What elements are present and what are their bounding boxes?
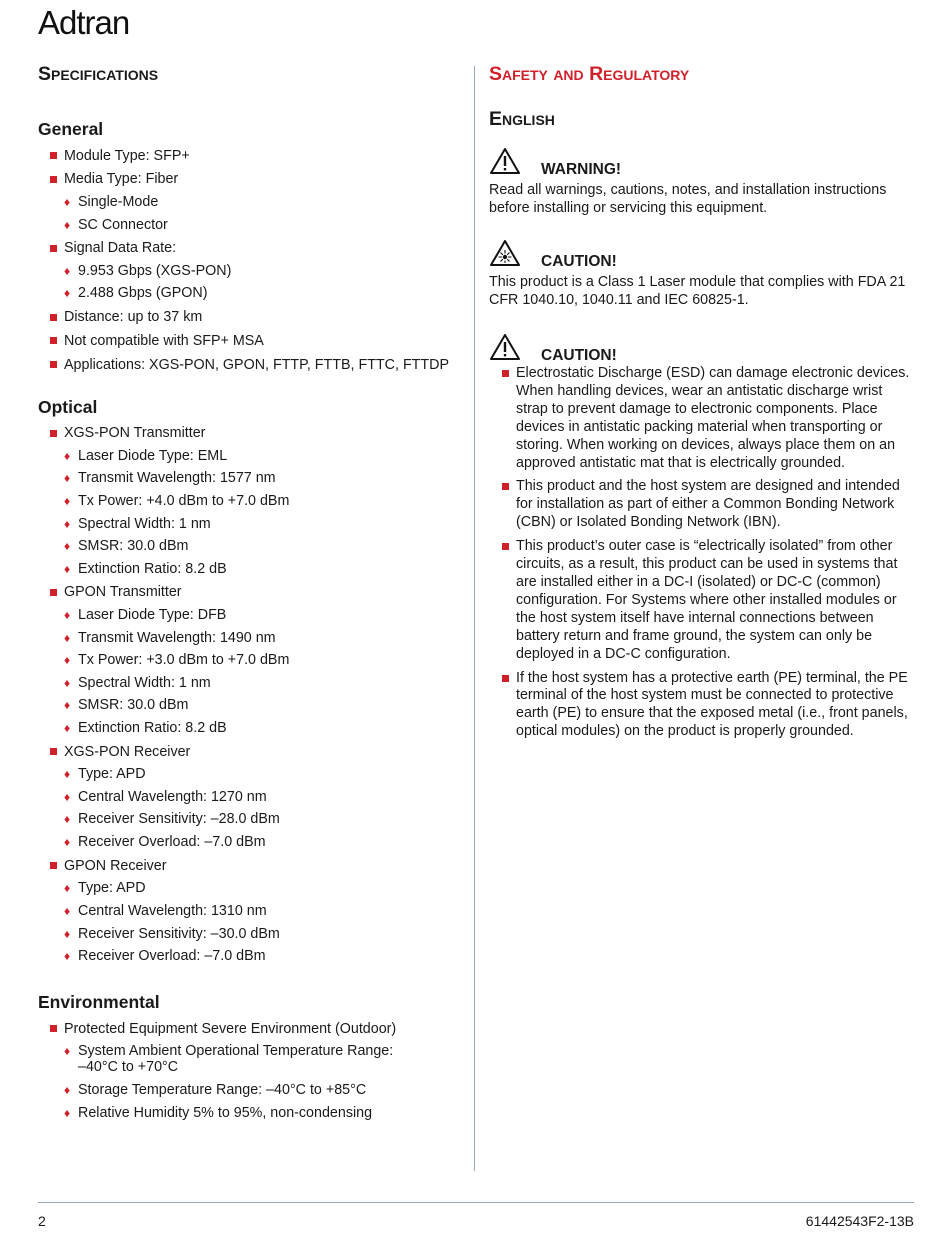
spec-subitem: ♦ 2.488 Gbps (GPON) <box>38 285 463 301</box>
spec-subitem: ♦ Laser Diode Type: EML <box>38 448 463 464</box>
spec-subitem: ♦ Central Wavelength: 1270 nm <box>38 789 463 805</box>
esd-caution-item: Electrostatic Discharge (ESD) can damage electronic devices. When handling devices, wear an antistatic discharge wrist strap to prevent damage to electronic components. Place devices in antistatic packing material when transporting or storing. When working on devices, always place them on an approved antistatic mat that is electrically grounded. <box>489 365 914 472</box>
spec-item: Media Type: Fiber <box>38 171 463 187</box>
specifications-title: Specifications <box>38 63 159 85</box>
spec-section <box>38 396 463 965</box>
spec-subitem: ♦ Type: APD <box>38 880 463 896</box>
laser-hazard-icon <box>489 239 521 267</box>
warning-triangle-icon <box>489 147 521 175</box>
warning-label: WARNING! <box>541 161 622 178</box>
spec-item: XGS-PON Receiver <box>38 744 463 760</box>
spec-subitem: ♦ Spectral Width: 1 nm <box>38 675 463 691</box>
spec-item: Not compatible with SFP+ MSA <box>38 333 463 349</box>
warning-block <box>489 147 914 217</box>
spec-subitem: ♦ Type: APD <box>38 766 463 782</box>
spec-list <box>38 148 463 373</box>
spec-subitem: ♦ Receiver Sensitivity: –30.0 dBm <box>38 926 463 942</box>
spec-item: Signal Data Rate: <box>38 240 463 256</box>
spec-subitem: ♦ Spectral Width: 1 nm <box>38 516 463 532</box>
spec-subitem: ♦ 9.953 Gbps (XGS-PON) <box>38 263 463 279</box>
spec-item: GPON Transmitter <box>38 584 463 600</box>
esd-caution-label: CAUTION! <box>541 347 617 364</box>
page-number: 2 <box>38 1213 46 1229</box>
section-heading: Environmental <box>38 992 160 1013</box>
spec-subitem: ♦ Tx Power: +4.0 dBm to +7.0 dBm <box>38 493 463 509</box>
spec-subitem: ♦ Laser Diode Type: DFB <box>38 607 463 623</box>
specifications-column <box>38 60 463 1121</box>
document-number: 61442543F2-13B <box>805 1213 914 1229</box>
esd-caution-item: This product’s outer case is “electrically isolated” from other circuits, as a result, this product can be used in systems that are installed either in a DC-I (isolated) or DC-C (common) configuration. For Systems where other installed modules or the host system itself have internal connections between battery return and frame ground, the system can only be deployed in a DC-C configuration. <box>489 538 914 663</box>
spec-item: Module Type: SFP+ <box>38 148 463 164</box>
footer-rule <box>38 1202 914 1203</box>
spec-subitem: ♦ Transmit Wavelength: 1577 nm <box>38 470 463 486</box>
spec-item: Applications: XGS-PON, GPON, FTTP, FTTB, FTTC, FTTDP <box>38 357 463 373</box>
spec-sections <box>38 118 463 1121</box>
spec-subitem: ♦ Extinction Ratio: 8.2 dB <box>38 720 463 736</box>
spec-section <box>38 991 463 1120</box>
spec-subitem: ♦ Storage Temperature Range: –40°C to +85°C <box>38 1082 463 1098</box>
spec-list <box>38 425 463 964</box>
spec-item: GPON Receiver <box>38 858 463 874</box>
language-heading: English <box>489 108 555 130</box>
safety-title: Safety and Regulatory <box>489 63 690 85</box>
esd-caution-item: If the host system has a protective earth (PE) terminal, the PE terminal of the host system must be connected to protective earth (PE) to ensure that the exposed metal (i.e., front panels, optical modules) on the product is properly grounded. <box>489 670 914 742</box>
spec-subitem: ♦ SMSR: 30.0 dBm <box>38 697 463 713</box>
section-heading: Optical <box>38 396 98 417</box>
spec-item: Distance: up to 37 km <box>38 309 463 325</box>
spec-subitem: ♦ Central Wavelength: 1310 nm <box>38 903 463 919</box>
safety-column <box>489 60 914 747</box>
section-heading: General <box>38 119 104 139</box>
spec-subitem: ♦ Receiver Overload: –7.0 dBm <box>38 948 463 964</box>
laser-caution-label: CAUTION! <box>541 253 617 270</box>
spec-subitem: ♦ Single-Mode <box>38 194 463 210</box>
spec-subitem: ♦ Transmit Wavelength: 1490 nm <box>38 630 463 646</box>
caution-triangle-icon <box>489 333 521 361</box>
spec-item: XGS-PON Transmitter <box>38 425 463 441</box>
esd-caution-block <box>489 333 914 741</box>
esd-caution-item: This product and the host system are designed and intended for installation as part of either a Common Bonding Network (CBN) or Isolated Bonding Network (IBN). <box>489 478 914 532</box>
spec-subitem: ♦ Tx Power: +3.0 dBm to +7.0 dBm <box>38 652 463 668</box>
spec-item: Protected Equipment Severe Environment (Outdoor) <box>38 1021 463 1037</box>
spec-subitem: ♦ Receiver Overload: –7.0 dBm <box>38 834 463 850</box>
spec-list <box>38 1021 463 1121</box>
laser-caution-block <box>489 239 914 309</box>
spec-subitem: ♦ Relative Humidity 5% to 95%, non-condensing <box>38 1105 463 1121</box>
column-divider <box>474 66 475 1171</box>
spec-subitem: ♦ System Ambient Operational Temperature Range: –40°C to +70°C <box>38 1043 463 1075</box>
spec-subitem: ♦ SC Connector <box>38 217 463 233</box>
spec-subitem: ♦ Receiver Sensitivity: –28.0 dBm <box>38 811 463 827</box>
adtran-logo: Adtran <box>38 4 130 41</box>
warning-text: Read all warnings, cautions, notes, and installation instructions before installing or servicing this equipment. <box>489 182 887 216</box>
esd-caution-list <box>489 365 914 741</box>
spec-section <box>38 118 463 373</box>
laser-caution-text: This product is a Class 1 Laser module that complies with FDA 21 CFR 1040.10, 1040.11 and IEC 60825-1. <box>489 274 906 308</box>
spec-subitem: ♦ Extinction Ratio: 8.2 dB <box>38 561 463 577</box>
spec-subitem: ♦ SMSR: 30.0 dBm <box>38 538 463 554</box>
